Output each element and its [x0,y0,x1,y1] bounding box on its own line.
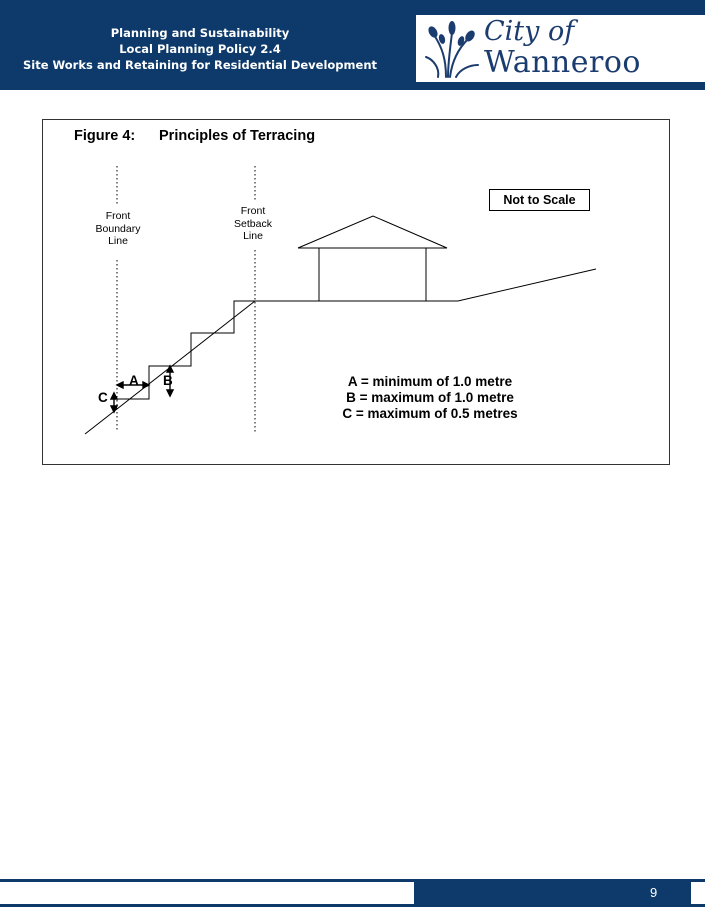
label-a: A [129,373,139,388]
logo-city-of: City of [484,16,575,47]
footer-bar-end [691,882,705,904]
legend-b: B = maximum of 1.0 metre [346,390,514,405]
front-setback-label: Front Setback Line [234,205,272,242]
scale-note: Not to Scale [489,189,590,211]
dimension-legend [330,374,530,422]
logo-name: Wanneroo [484,45,641,80]
house-roof [298,216,447,248]
front-boundary-label: Front Boundary Line [95,210,141,247]
label-b: B [163,373,173,388]
legend-a: A = minimum of 1.0 metre [347,374,513,389]
figure-number: Figure 4: [74,128,136,144]
label-c: C [98,390,108,405]
header-line-3: Site Works and Retaining for Residential Development [22,58,378,72]
legend-c: C = maximum of 0.5 metres [342,406,518,421]
header-line-1: Planning and Sustainability [110,26,290,40]
figure-title: Principles of Terracing [159,128,316,144]
footer-bar [0,882,414,904]
header-line-2: Local Planning Policy 2.4 [119,42,281,56]
page-number: 9 [650,885,658,900]
